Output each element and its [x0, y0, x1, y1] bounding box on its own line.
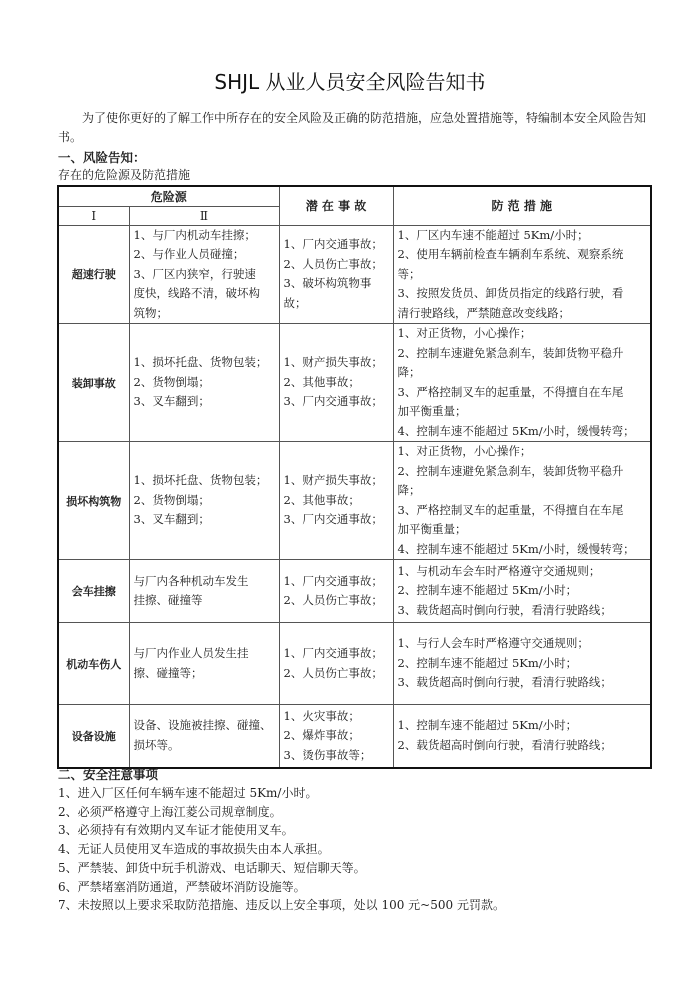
accident-cell	[279, 442, 393, 560]
header-accident: 潜 在 事 故	[279, 186, 393, 225]
measures-line: 2、控制车速避免紧急刹车，装卸货物平稳升	[397, 463, 624, 478]
hazard-line: 3、叉车翻到；	[133, 394, 210, 409]
header-col-2: Ⅱ	[129, 206, 279, 225]
accident-cell	[279, 324, 393, 442]
hazard-type: 超速行驶	[58, 225, 129, 324]
measures-cell	[393, 623, 651, 705]
safety-note: 1、进入厂区任何车辆车速不能超过 5Km/小时。	[58, 786, 318, 800]
section-2-heading: 二、安全注意事项	[58, 767, 159, 782]
accident-line: 1、财产损失事故；	[283, 355, 383, 370]
measures-line: 4、控制车速不能超过 5Km/小时，缓慢转弯；	[397, 423, 635, 438]
measures-cell	[393, 225, 651, 324]
accident-line: 1、厂内交通事故；	[283, 237, 383, 252]
accident-line: 2、人员伤亡事故；	[283, 593, 383, 607]
measures-line: 2、控制车速不能超过 5Km/小时；	[397, 655, 578, 670]
hazard-line: 挂擦、碰撞等	[133, 593, 203, 607]
measures-line: 等；	[397, 266, 421, 281]
hazard-line: 1、与厂内机动车挂擦；	[133, 227, 256, 242]
accident-line: 1、厂内交通事故；	[283, 646, 383, 660]
safety-note: 4、无证人员使用叉车造成的事故损失由本人承担。	[58, 842, 330, 857]
measures-line: 3、严格控制叉车的起重量，不得擅自在车尾	[397, 384, 624, 399]
measures-line: 2、控制车速避免紧急刹车，装卸货物平稳升	[397, 345, 624, 360]
risk-table	[57, 185, 652, 769]
hazard-type: 机动车伤人	[58, 623, 129, 705]
table-row	[58, 623, 651, 705]
hazard-line: 与厂内作业人员发生挂	[133, 646, 249, 660]
measures-line: 2、使用车辆前检查车辆刹车系统、观察系统	[397, 247, 624, 261]
accident-cell	[279, 623, 393, 705]
measures-cell	[393, 324, 651, 442]
safety-note: 2、必须严格遵守上海江菱公司规章制度。	[58, 804, 282, 819]
section-1-heading: 一、风险告知：	[58, 150, 146, 165]
measures-cell	[393, 442, 651, 560]
measures-line: 1、控制车速不能超过 5Km/小时；	[397, 718, 578, 733]
accident-cell	[279, 560, 393, 623]
accident-line: 3、厂内交通事故；	[283, 512, 383, 527]
hazard-type: 装卸事故	[58, 324, 129, 442]
hazard-line: 2、货物倒塌；	[133, 374, 210, 389]
accident-line: 故；	[283, 295, 307, 310]
accident-line: 3、厂内交通事故；	[283, 394, 383, 409]
hazard-line: 3、叉车翻到；	[133, 512, 210, 527]
measures-line: 3、载货超高时倒向行驶，看清行驶路线；	[397, 602, 612, 617]
measures-cell	[393, 560, 651, 623]
table-row	[58, 705, 651, 768]
hazard-type: 损坏构筑物	[58, 442, 129, 560]
hazard-cell	[129, 442, 279, 560]
measures-line: 1、对正货物，小心操作；	[397, 444, 532, 458]
hazard-type: 设备设施	[58, 705, 129, 768]
hazard-line: 与厂内各种机动车发生	[133, 573, 249, 588]
header-col-1: Ⅰ	[58, 206, 129, 225]
hazard-cell	[129, 705, 279, 768]
measures-line: 降；	[397, 365, 421, 379]
measures-line: 3、严格控制叉车的起重量，不得擅自在车尾	[397, 502, 624, 517]
table-row	[58, 324, 651, 442]
measures-line: 降；	[397, 483, 421, 497]
safety-notes-list	[58, 784, 505, 915]
accident-line: 2、其他事故；	[283, 492, 360, 507]
accident-cell	[279, 705, 393, 768]
hazard-line: 设备、设施被挂擦、碰撞、	[133, 718, 272, 733]
hazard-cell	[129, 225, 279, 324]
measures-line: 2、载货超高时倒向行驶，看清行驶路线；	[397, 737, 612, 752]
hazard-line: 损坏等。	[133, 737, 180, 752]
measures-line: 3、按照发货员、卸货员指定的线路行驶，看	[397, 286, 624, 300]
safety-note: 6、严禁堵塞消防通道，严禁破坏消防设施等。	[58, 879, 306, 894]
safety-note: 5、严禁装、卸货中玩手机游戏、电话聊天、短信聊天等。	[58, 860, 366, 875]
hazard-line: 3、厂区内狭窄，行驶速	[133, 266, 256, 281]
accident-line: 2、爆炸事故；	[283, 728, 360, 742]
hazard-line: 1、损坏托盘、货物包装；	[133, 473, 268, 488]
accident-line: 2、人员伤亡事故；	[283, 256, 383, 271]
measures-line: 4、控制车速不能超过 5Km/小时，缓慢转弯；	[397, 541, 635, 556]
measures-line: 清行驶路线，严禁随意改变线路；	[397, 305, 571, 320]
hazard-line: 筑物；	[133, 305, 168, 320]
measures-cell	[393, 705, 651, 768]
accident-line: 2、人员伤亡事故；	[283, 665, 383, 680]
accident-line: 3、烫伤事故等；	[283, 747, 372, 762]
measures-line: 3、载货超高时倒向行驶，看清行驶路线；	[397, 675, 612, 690]
hazard-cell	[129, 324, 279, 442]
document-title: SHJL 从业人员安全风险告知书	[214, 70, 486, 94]
safety-note: 3、必须持有有效期内叉车证才能使用叉车。	[58, 823, 294, 838]
accident-cell	[279, 225, 393, 324]
table-row	[58, 225, 651, 324]
table-row	[58, 560, 651, 623]
hazard-line: 2、与作业人员碰撞；	[133, 247, 245, 261]
table-row	[58, 442, 651, 560]
hazard-line: 度快，线路不清，破坏构	[133, 286, 260, 300]
measures-line: 1、厂区内车速不能超过 5Km/小时；	[397, 227, 589, 242]
accident-line: 1、财产损失事故；	[283, 473, 383, 488]
hazard-line: 1、损坏托盘、货物包装；	[133, 355, 268, 370]
header-measures: 防 范 措 施	[393, 186, 651, 225]
measures-line: 加平衡重量；	[397, 522, 467, 536]
hazard-cell	[129, 623, 279, 705]
intro-paragraph: 为了使你更好的了解工作中所存在的安全风险及正确的防范措施，应急处置措施等，特编制本安全风险告知书。	[58, 111, 647, 144]
hazard-cell	[129, 560, 279, 623]
measures-line: 2、控制车速不能超过 5Km/小时；	[397, 583, 578, 598]
accident-line: 1、火灾事故；	[283, 708, 360, 723]
measures-line: 1、与机动车会车时严格遵守交通规则；	[397, 563, 601, 578]
table-caption: 存在的危险源及防范措施	[58, 168, 191, 182]
safety-note: 7、未按照以上要求采取防范措施、违反以上安全事项，处以 100 元~500 元罚款。	[58, 898, 505, 913]
hazard-line: 擦、碰撞等；	[133, 665, 203, 680]
hazard-line: 2、货物倒塌；	[133, 492, 210, 507]
accident-line: 2、其他事故；	[283, 374, 360, 389]
measures-line: 1、与行人会车时严格遵守交通规则；	[397, 636, 589, 651]
accident-line: 3、破坏构筑物事	[283, 276, 372, 291]
measures-line: 1、对正货物，小心操作；	[397, 326, 532, 340]
measures-line: 加平衡重量；	[397, 404, 467, 418]
hazard-type: 会车挂擦	[58, 560, 129, 623]
header-hazard: 危险源	[58, 186, 279, 206]
accident-line: 1、厂内交通事故；	[283, 573, 383, 588]
